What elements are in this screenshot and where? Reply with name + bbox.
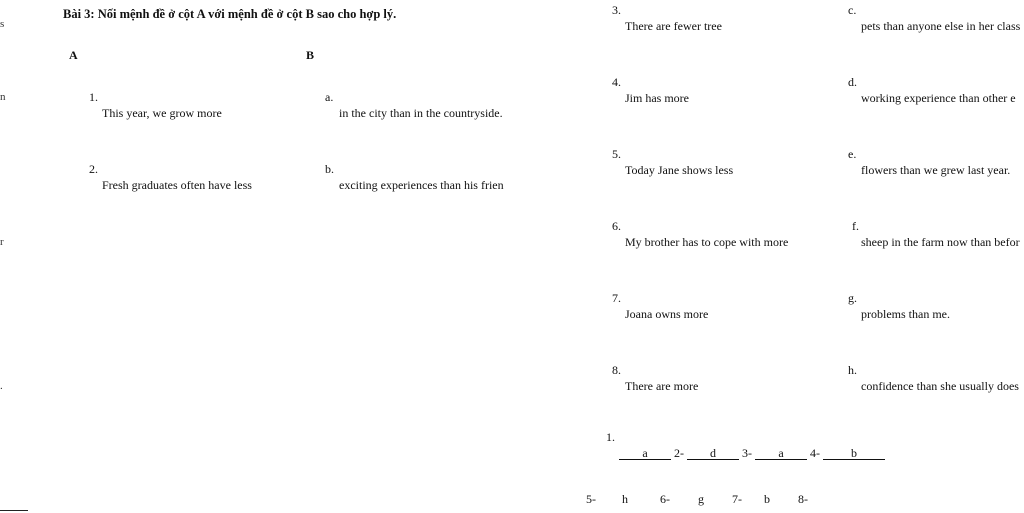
item-c-text: pets than anyone else in her class [861,19,1021,33]
item-6-number: 6. [612,219,621,233]
answer-3: a [755,447,807,460]
item-5-text: Today Jane shows less [625,163,734,177]
item-3-number: 3. [612,3,621,17]
item-a-text: in the city than in the countryside. [339,106,503,120]
item-3-text: There are fewer tree [625,19,722,33]
item-c-letter: c. [848,3,857,17]
item-f-text: sheep in the farm now than befor [861,235,1020,249]
column-b-header: B [306,48,315,62]
answer-5-label: 5- [586,492,596,506]
answer-2: d [687,447,739,460]
item-h-letter: h. [848,363,857,377]
item-2-text: Fresh graduates often have less [102,178,252,192]
item-b-letter: b. [325,162,334,176]
item-1-number: 1. [89,90,98,104]
answers-line-2 [586,492,808,507]
item-4-text: Jim has more [625,91,689,105]
item-a-letter: a. [325,90,334,104]
answer-7-label: 7- [732,492,742,506]
edge-fragment-3: r [0,236,4,248]
item-e-text: flowers than we grew last year. [861,163,1011,177]
edge-fragment-1: s [0,18,5,30]
answer-8-label: 8- [798,492,808,506]
column-a-header: A [69,48,78,62]
answers-line-label: 1. [606,430,615,444]
edge-fragment-2: n [0,91,6,103]
item-g-letter: g. [848,291,857,305]
item-8-text: There are more [625,379,699,393]
exercise-title: Bài 3: Nối mệnh đề ở cột A với mệnh đề ở cột B sao cho hợp lý. [63,7,397,21]
bottom-divider [0,510,28,511]
answers-line-1 [619,446,885,461]
item-h-text: confidence than she usually does [861,379,1019,393]
item-d-text: working experience than other e [861,91,1016,105]
item-g-text: problems than me. [861,307,950,321]
item-6-text: My brother has to cope with more [625,235,789,249]
item-e-letter: e. [848,147,857,161]
item-4-number: 4. [612,75,621,89]
item-7-number: 7. [612,291,621,305]
answer-7: b [764,492,770,506]
item-2-number: 2. [89,162,98,176]
item-f-letter: f. [852,219,859,233]
item-5-number: 5. [612,147,621,161]
answer-4: b [823,447,885,460]
answer-6-label: 6- [660,492,670,506]
item-8-number: 8. [612,363,621,377]
answer-5: h [622,492,628,506]
answer-4-label: 4- [810,446,820,460]
item-1-text: This year, we grow more [102,106,222,120]
edge-fragment-4: . [0,380,3,392]
answer-1: a [619,447,671,460]
answer-3-label: 3- [742,446,752,460]
answer-6: g [698,492,704,506]
item-7-text: Joana owns more [625,307,709,321]
answer-2-label: 2- [674,446,684,460]
item-b-text: exciting experiences than his frien [339,178,504,192]
item-d-letter: d. [848,75,857,89]
